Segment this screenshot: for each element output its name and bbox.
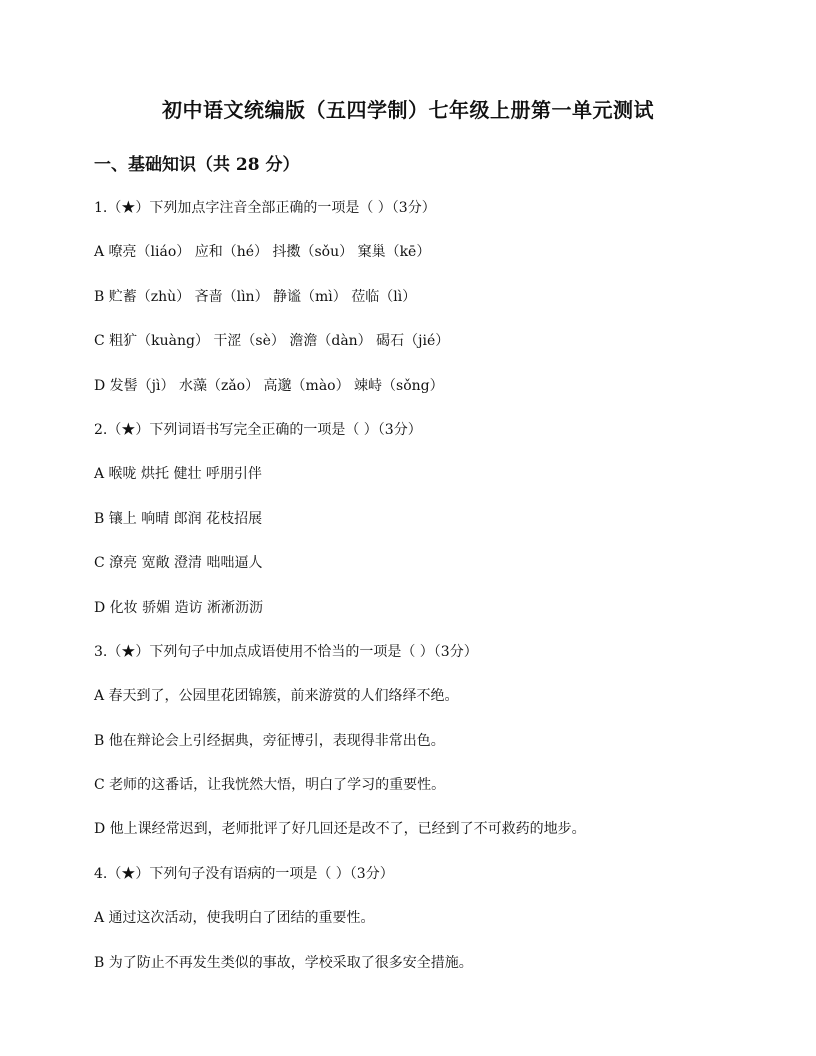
option-line: D 化妆 骄媚 造访 淅淅沥沥	[94, 599, 264, 616]
option-line: C 老师的这番话，让我恍然大悟，明白了学习的重要性。	[94, 777, 446, 794]
option-line: D 他上课经常迟到，老师批评了好几回还是改不了，已经到了不可救药的地步。	[94, 821, 586, 838]
option-line: C 潦亮 宽敞 澄清 咄咄逼人	[94, 555, 263, 572]
option-line: B 他在辩论会上引经据典，旁征博引，表现得非常出色。	[94, 732, 445, 749]
section-heading: 一、基础知识（共 28 分）	[94, 155, 300, 175]
option-line: A 通过这次活动，使我明白了团结的重要性。	[94, 910, 375, 927]
option-line: B 为了防止不再发生类似的事故，学校采取了很多安全措施。	[94, 954, 473, 971]
option-line: A 嘹亮（liáo） 应和（hé） 抖擞（sǒu） 窠巢（kē）	[94, 244, 431, 261]
question-line: 3.（★）下列句子中加点成语使用不恰当的一项是（ ）（3分）	[94, 643, 478, 660]
question-line: 1.（★）下列加点字注音全部正确的一项是（ ）（3分）	[94, 200, 436, 216]
question-line: 2.（★）下列词语书写完全正确的一项是（ ）（3分）	[94, 421, 422, 438]
option-line: D 发髻（jì） 水藻（zǎo） 高邈（mào） 竦峙（sǒng）	[94, 377, 444, 394]
option-line: A 春天到了，公园里花团锦簇，前来游赏的人们络绎不绝。	[94, 688, 459, 705]
page-title: 初中语文统编版（五四学制）七年级上册第一单元测试	[162, 98, 654, 122]
question-line: 4.（★）下列句子没有语病的一项是（ ）（3分）	[94, 865, 394, 882]
option-line: C 粗犷（kuàng） 干涩（sè） 澹澹（dàn） 碣石（jié）	[94, 333, 450, 350]
option-line: B 贮蓄（zhù） 吝啬（lìn） 静谧（mì） 莅临（lì）	[94, 288, 417, 305]
question-list	[94, 198, 774, 997]
option-line: A 喉咙 烘托 健壮 呼朋引伴	[94, 466, 262, 483]
option-line: B 镶上 响晴 郎润 花枝招展	[94, 510, 263, 527]
